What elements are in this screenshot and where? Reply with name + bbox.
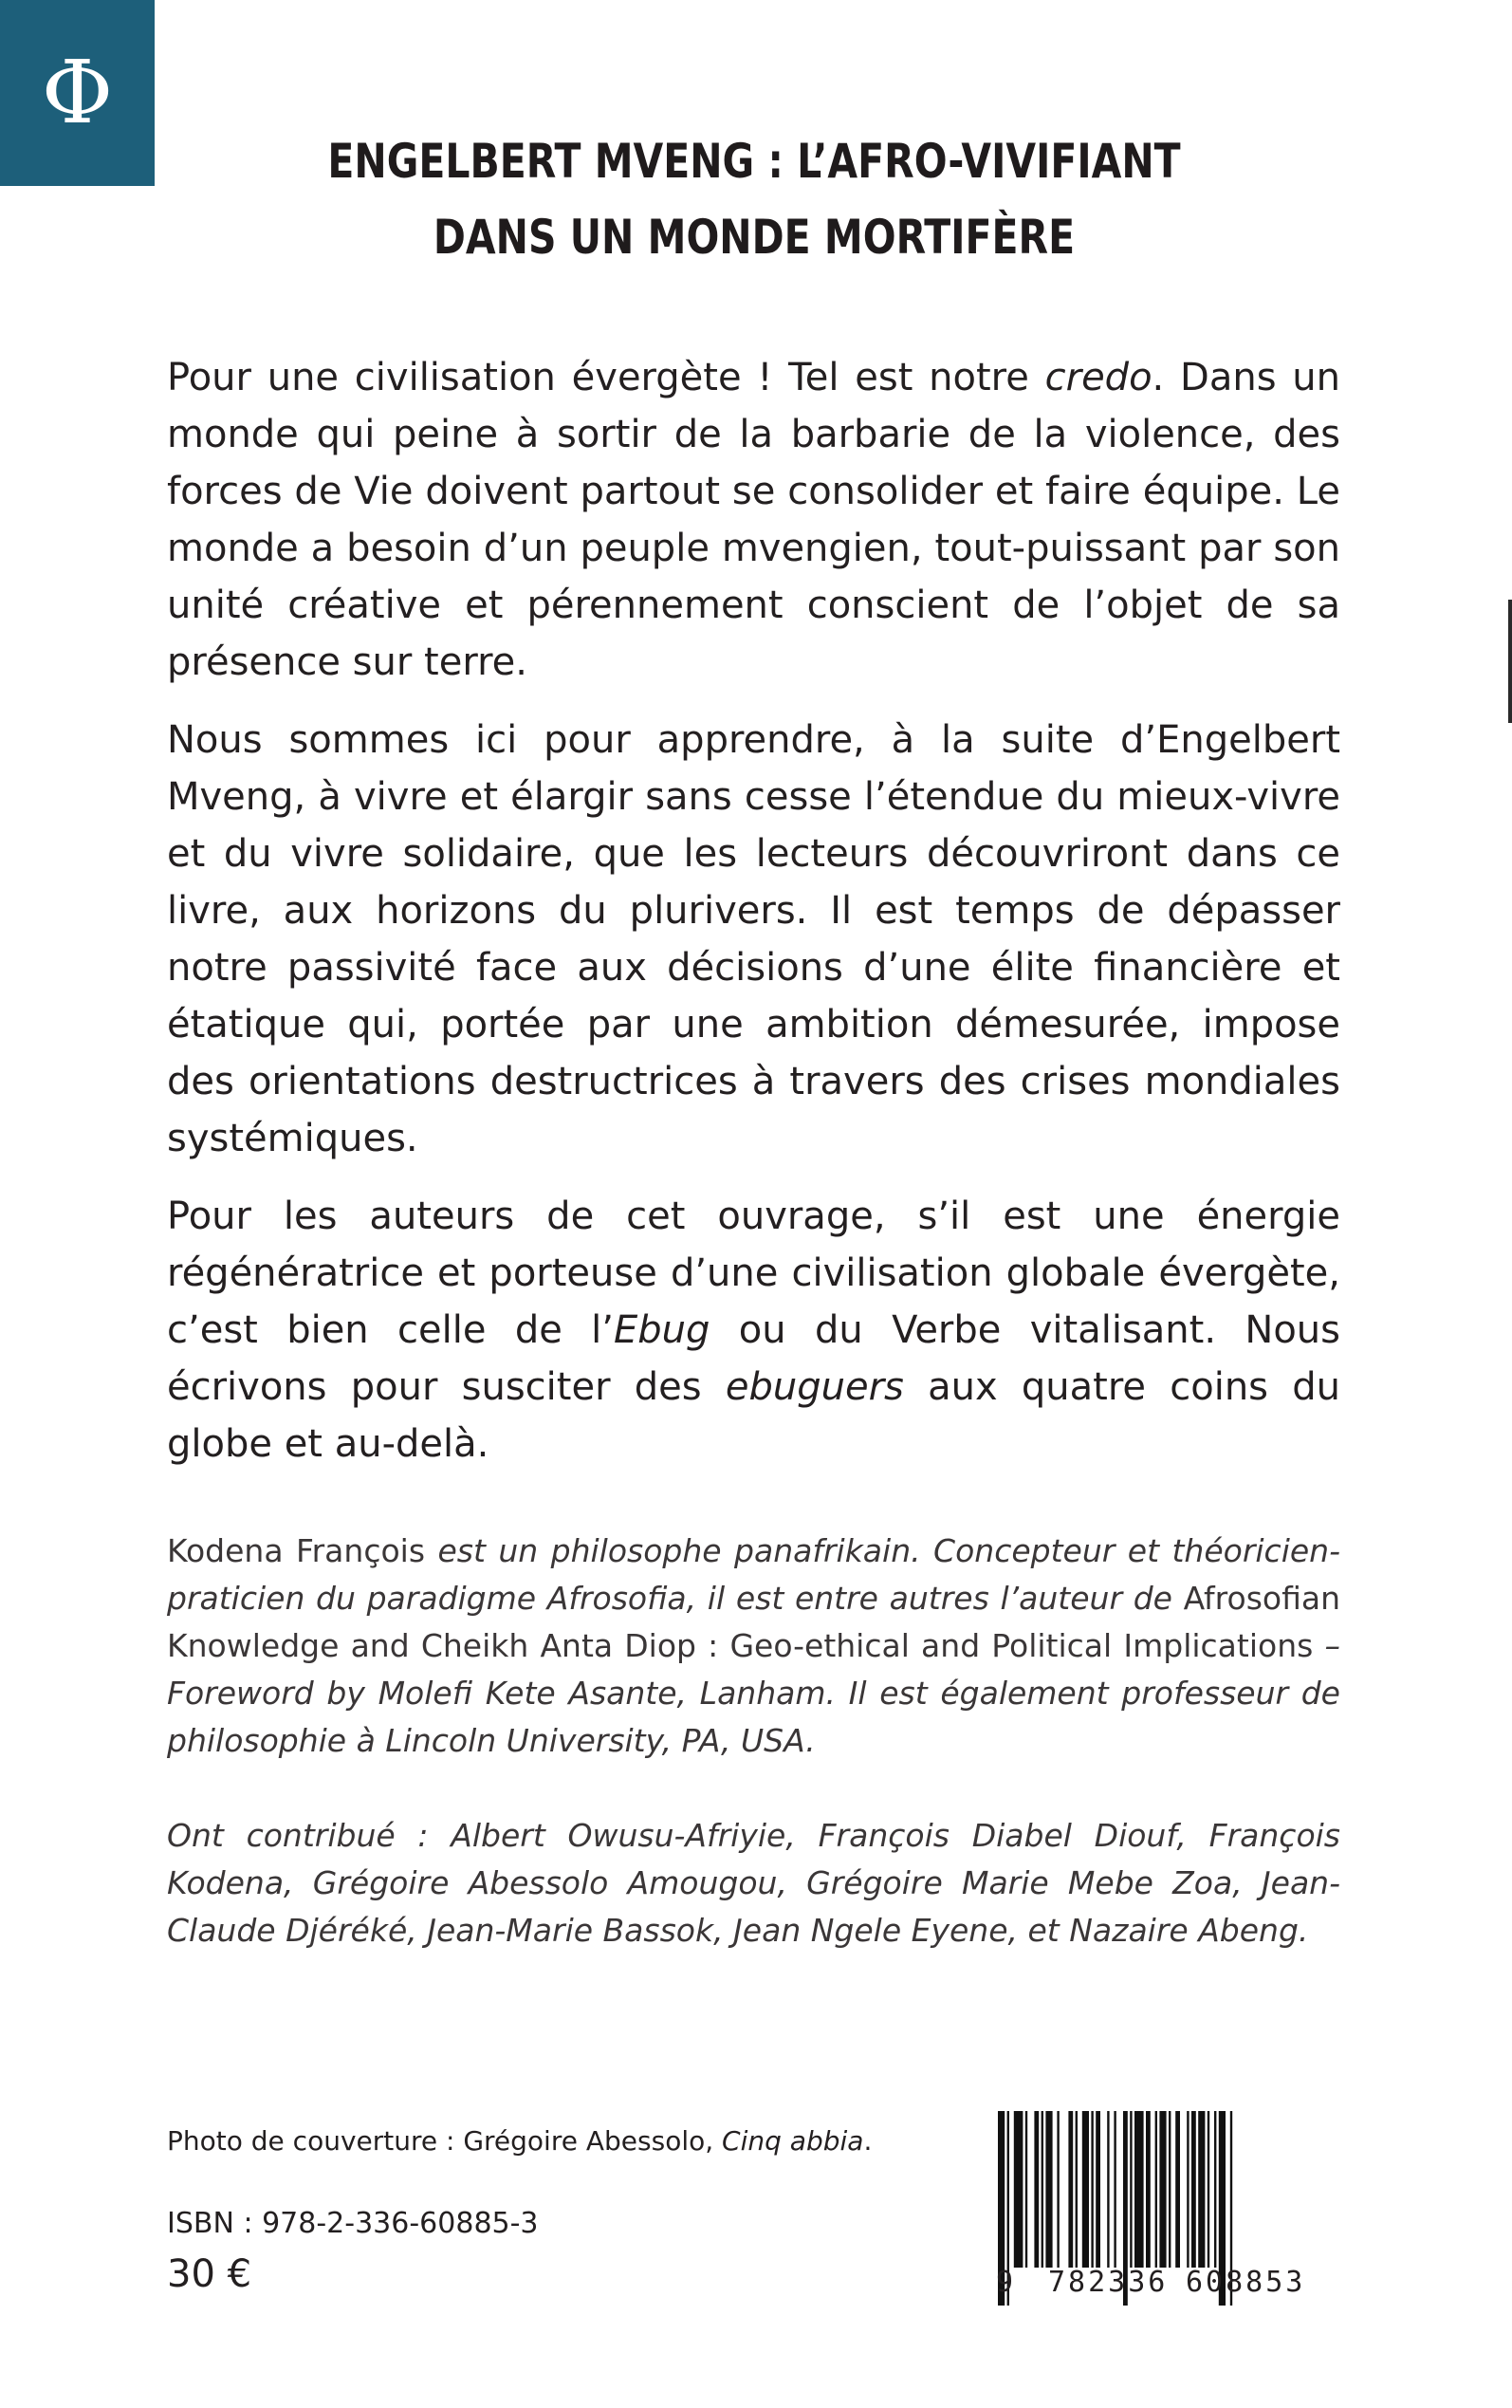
cover-photo-end: . xyxy=(863,2125,873,2157)
barcode-bar-2 xyxy=(1014,2111,1023,2268)
barcode-bar-5 xyxy=(1042,2111,1043,2268)
paragraph-3-text-b: ou du Verbe vitalisant. Nous écrivons pour susciter des xyxy=(167,1308,1340,1409)
book-title xyxy=(323,123,1186,275)
bio-text-b: – Foreword by Molefi Kete Asante, Lanham. Il est également professeur de philosophie à Lincoln University, PA, USA. xyxy=(167,1627,1340,1759)
edge-mark xyxy=(1508,600,1512,723)
barcode-bar-7 xyxy=(1057,2111,1059,2268)
barcode-bar-8 xyxy=(1068,2111,1073,2268)
contributors: Ont contribué : Albert Owusu-Afriyie, François Diabel Diouf, François Kodena, Grégoire Abessolo Amougou, Grégoire Marie Mebe Zoa, Jean-Claude Djéréké, Jean-Marie Bassok, Jean Ngele Eyene, et Nazaire Abeng. xyxy=(167,1817,1340,1949)
price: 30 € xyxy=(167,2252,252,2296)
author-bio xyxy=(167,1528,1340,1765)
paragraph-1 xyxy=(167,349,1340,691)
barcode-bar-9 xyxy=(1076,2111,1078,2268)
barcode-bar-4 xyxy=(1034,2111,1039,2268)
bio-text-a: est un philosophe panafrikain. Concepteur et théoricien-praticien du paradigme Afrosofia, il est entre autres l’auteur de xyxy=(167,1532,1340,1617)
barcode-bar-11 xyxy=(1091,2111,1093,2268)
publisher-logo xyxy=(0,0,155,186)
phi-logo-icon: Φ xyxy=(41,42,114,143)
cover-photo-label: Photo de couverture : Grégoire Abessolo, xyxy=(167,2125,723,2157)
barcode-bar-23 xyxy=(1187,2111,1189,2268)
barcode-first-digit: 9 xyxy=(996,2266,1017,2299)
bio-book-title: Afrosofian Knowledge and Cheikh Anta Diop : Geo-ethical and Political Implications xyxy=(167,1580,1340,1664)
barcode-bar-16 xyxy=(1130,2111,1132,2268)
barcode-bar-24 xyxy=(1191,2111,1196,2268)
barcode-bar-26 xyxy=(1208,2111,1209,2268)
back-cover-text xyxy=(167,349,1340,1493)
barcode-bar-14 xyxy=(1114,2111,1116,2268)
barcode-digits-group-1: 782336 xyxy=(1048,2266,1169,2299)
paragraph-3-text-a: Pour les auteurs de cet ouvrage, s’il est une énergie régénératrice et porteuse d’une civilisation globale évergète, c’est bien celle de l’ xyxy=(167,1195,1340,1352)
barcode-bar-12 xyxy=(1096,2111,1100,2268)
barcode-bar-13 xyxy=(1107,2111,1109,2268)
paragraph-1-text-a: Pour une civilisation évergète ! Tel est notre xyxy=(167,356,1045,399)
barcode-bar-20 xyxy=(1159,2111,1166,2268)
barcode-bar-27 xyxy=(1214,2111,1216,2268)
barcode-bar-6 xyxy=(1045,2111,1052,2268)
isbn: ISBN : 978-2-336-60885-3 xyxy=(167,2207,539,2240)
barcode-bar-10 xyxy=(1082,2111,1089,2268)
barcode-bar-21 xyxy=(1169,2111,1171,2268)
title-line-1: ENGELBERT MVENG : L’AFRO-VIVIFIANT xyxy=(327,134,1181,189)
cover-photo-work: Cinq abbia xyxy=(722,2125,864,2157)
paragraph-2: Nous sommes ici pour apprendre, à la suite d’Engelbert Mveng, à vivre et élargir sans cesse l’étendue du mieux-vivre et du vivre solidaire, que les lecteurs découvriront dans ce livre, aux horizons du plurivers. Il est temps de dépasser notre passivité face aux décisions d’une élite financière et étatique qui, portée par une ambition démesurée, impose des orientations destructrices à travers des crises mondiales systémiques. xyxy=(167,718,1340,1160)
barcode-bar-25 xyxy=(1198,2111,1205,2268)
author-name: Kodena François xyxy=(167,1532,426,1569)
paragraph-1-emphasis: credo xyxy=(1044,356,1152,399)
paragraph-1-text-b: . Dans un monde qui peine à sortir de la barbarie de la violence, des forces de Vie doivent partout se consolider et faire équipe. Le monde a besoin d’un peuple mvengien, tout-puissant par son unité créative et pérennement conscient de l’objet de sa présence sur terre. xyxy=(167,356,1340,684)
barcode-digits-group-2: 608853 xyxy=(1186,2266,1306,2299)
barcode-bar-19 xyxy=(1155,2111,1157,2268)
barcode-bar-18 xyxy=(1146,2111,1151,2268)
barcode-bar-17 xyxy=(1134,2111,1144,2268)
paragraph-3-emphasis-2: ebuguers xyxy=(725,1365,904,1409)
cover-photo-credit xyxy=(167,2125,872,2157)
paragraph-3-text-c: aux quatre coins du globe et au-delà. xyxy=(167,1365,1340,1466)
barcode-bar-3 xyxy=(1025,2111,1027,2268)
paragraph-3 xyxy=(167,1188,1340,1473)
paragraph-3-emphasis-1: Ebug xyxy=(614,1308,710,1352)
title-line-2: DANS UN MONDE MORTIFÈRE xyxy=(433,210,1076,265)
barcode-bar-22 xyxy=(1175,2111,1180,2268)
